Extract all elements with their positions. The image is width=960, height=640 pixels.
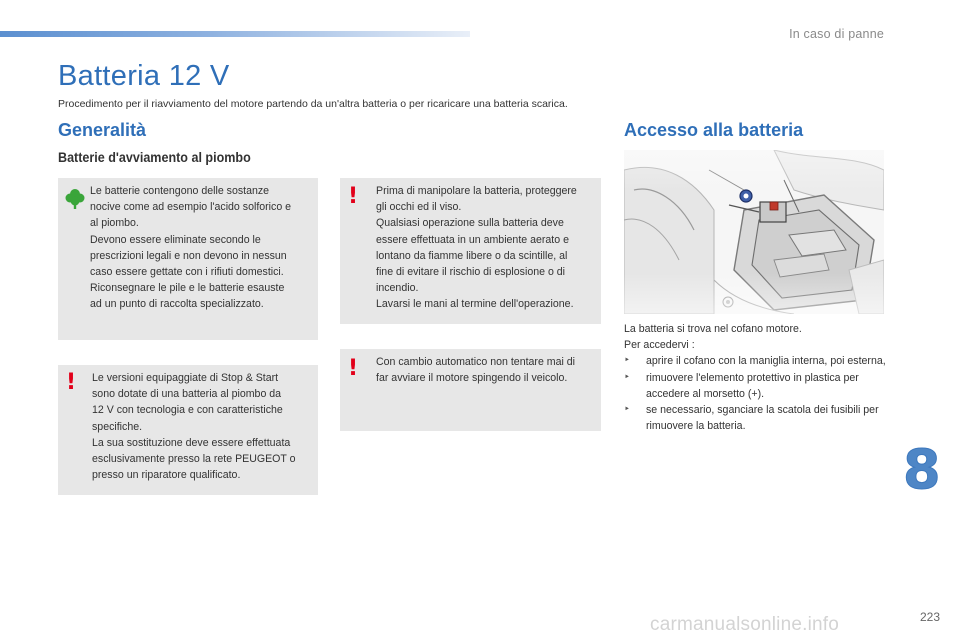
- warning-box-safety-text: Prima di manipolare la batteria, proteggere gli occhi ed il viso. Qualsiasi operazione sulla batteria deve essere effettuata in un ambiente aerato e lontano da fiamme libere o da scintille, al fine di evitare il rischio di esplosione o di incendio. Lavarsi le mani al termine dell'operazione.: [376, 185, 577, 311]
- warning-exclamation-icon: !: [348, 356, 359, 381]
- eco-leaf-icon: [63, 186, 87, 210]
- watermark: carmanualsonline.info: [650, 614, 840, 635]
- bullet-icon: ‣: [624, 404, 630, 416]
- warning-box-automatic: [340, 349, 601, 431]
- warning-exclamation-icon: !: [348, 184, 359, 209]
- chapter-number: 8: [903, 438, 941, 501]
- list-item: ‣ rimuovere l'elemento protettivo in plastica per accedere al morsetto (+).: [624, 371, 859, 400]
- info-box-eco: [58, 178, 318, 340]
- warning-exclamation-icon: !: [66, 370, 77, 395]
- page-subtitle: Procedimento per il riavviamento del motore partendo da un'altra batteria o per ricaricare una batteria scarica.: [58, 98, 568, 110]
- accesso-intro-line: La batteria si trova nel cofano motore.: [624, 323, 802, 335]
- subheading-batterie-piombo: Batterie d'avviamento al piombo: [58, 150, 251, 165]
- top-accent-bar: [0, 31, 470, 37]
- page-title: Batteria 12 V: [58, 60, 230, 92]
- bullet-icon: ‣: [624, 371, 630, 383]
- page-number: 223: [919, 610, 940, 624]
- accesso-instructions: [624, 321, 894, 434]
- accesso-intro-line: Per accedervi :: [624, 339, 695, 352]
- warning-box-safety: [340, 178, 601, 324]
- section-header: In caso di panne: [789, 27, 884, 41]
- list-item: ‣ se necessario, sganciare la scatola dei fusibili per rimuovere la batteria.: [624, 404, 879, 433]
- warning-box-stop-start: [58, 365, 318, 495]
- engine-bay-photo: [624, 150, 884, 314]
- list-item: ‣ aprire il cofano con la maniglia interna, poi esterna,: [624, 353, 894, 369]
- heading-accesso-batteria: Accesso alla batteria: [624, 120, 804, 140]
- bullet-icon: ‣: [624, 355, 630, 367]
- warning-box-stop-start-text: Le versioni equipaggiate di Stop & Start sono dotate di una batteria al piombo da 12 V con tecnologia e con caratteristiche specifiche. La sua sostituzione deve essere effettuata esclusivamente presso la rete PEUGEOT o presso un riparatore qualificato.: [92, 372, 296, 482]
- warning-box-automatic-text: Con cambio automatico non tentare mai di far avviare il motore spingendo il veicolo.: [376, 356, 576, 385]
- heading-generalita: Generalità: [58, 120, 147, 140]
- engine-bay-illustration: [624, 150, 884, 314]
- accesso-steps-list: [624, 353, 894, 434]
- info-box-eco-text: Le batterie contengono delle sostanze nocive come ad esempio l'acido solforico e al piombo. Devono essere eliminate secondo le prescrizioni legali e non devono in nessun caso essere gettate con i rifiuti domestici. Riconsegnare le pile e le batterie esauste ad un punto di raccolta specializzato.: [90, 185, 292, 311]
